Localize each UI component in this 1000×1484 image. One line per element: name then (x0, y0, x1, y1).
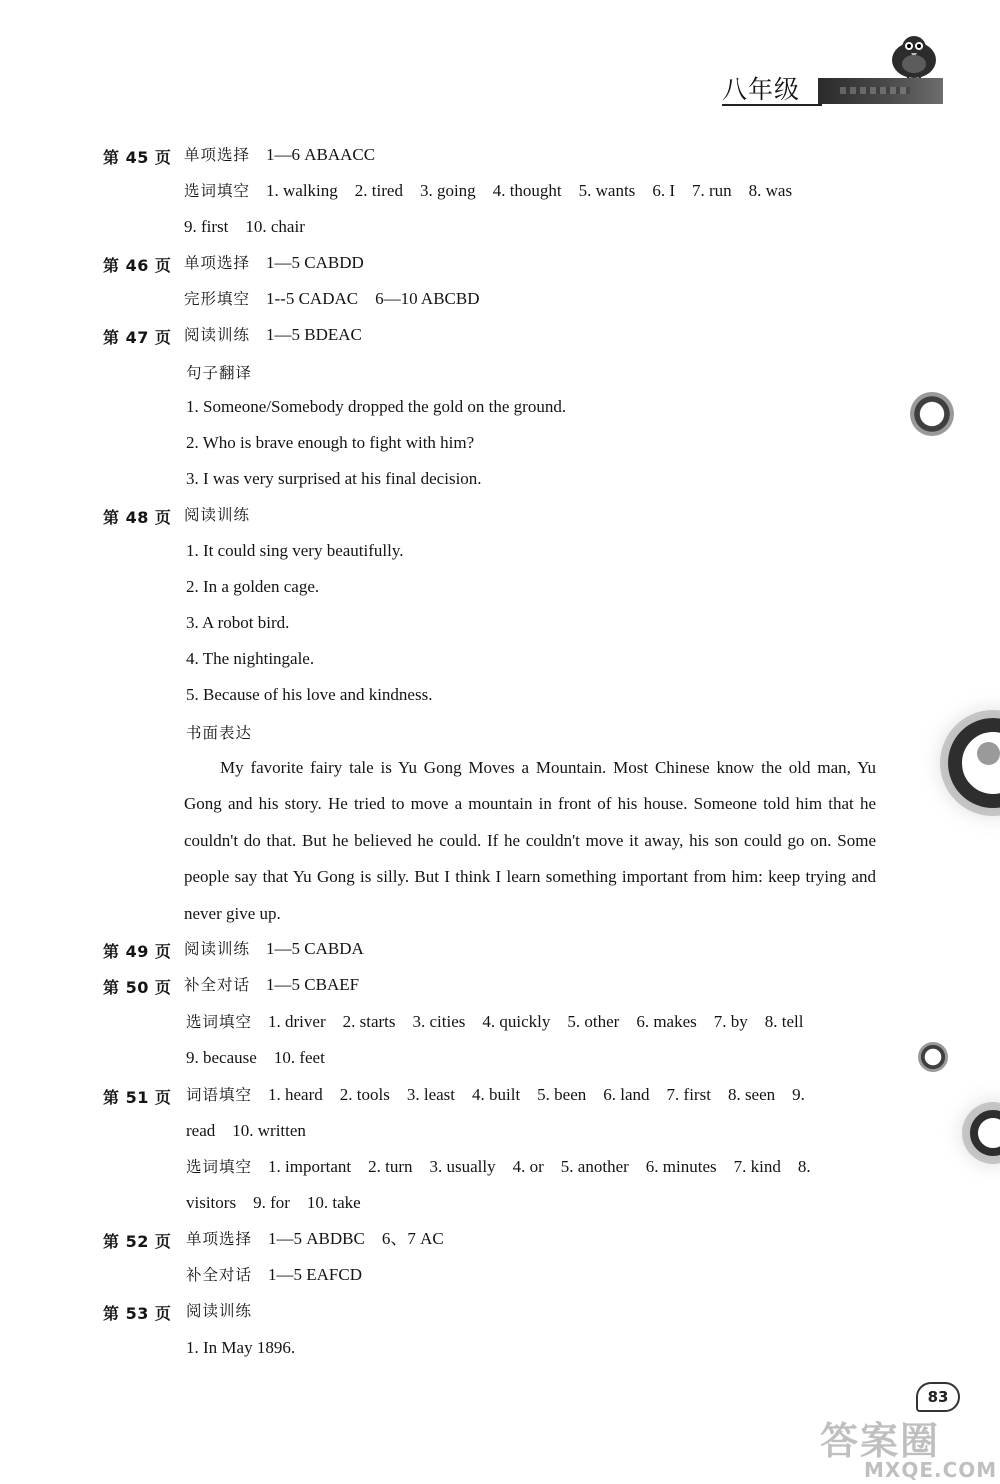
answer-line (184, 145, 375, 165)
answer-item: 9. for (253, 1193, 290, 1212)
answer-item: 4. thought (492, 181, 562, 200)
answer-item: 6. I (652, 181, 675, 200)
answer-item: 1—5 EAFCD (268, 1265, 362, 1284)
reading-answer: 3. A robot bird. (186, 613, 290, 632)
answer-item: 6. land (603, 1085, 650, 1104)
answer-item: 6. makes (636, 1012, 697, 1031)
section-heading: 书面表达 (186, 724, 253, 742)
answer-line (184, 217, 305, 237)
answer-item: 6、7 AC (381, 1229, 444, 1248)
section-label: 选词填空 (184, 182, 251, 200)
section-heading: 句子翻译 (186, 364, 253, 382)
grade-title: 八年级 (722, 75, 801, 104)
answer-item: 2. tired (354, 181, 403, 200)
answer-line (186, 1193, 361, 1213)
bird-icon (884, 30, 944, 82)
answer-item: 4. or (512, 1157, 544, 1176)
section-label: 选词填空 (186, 1013, 253, 1031)
page-label: 第 48 页 (103, 508, 172, 527)
section-label: 单项选择 (186, 1230, 253, 1248)
answer-item: read (186, 1121, 216, 1140)
reading-answer: 5. Because of his love and kindness. (186, 685, 433, 704)
decor-ring-icon (970, 1110, 1000, 1156)
answer-line (186, 1121, 306, 1141)
section-label: 补全对话 (186, 1266, 253, 1284)
answer-line (186, 1048, 325, 1068)
section-label: 阅读训练 (186, 1302, 253, 1320)
answer-item: 6—10 ABCBD (375, 289, 480, 308)
answer-line (186, 1157, 811, 1177)
answer-item: 1. important (268, 1157, 352, 1176)
answer-item: 5. another (560, 1157, 629, 1176)
page-label: 第 49 页 (103, 942, 172, 961)
answer-line (184, 939, 364, 959)
page-label: 第 50 页 (103, 978, 172, 997)
reading-answer: 2. In a golden cage. (186, 577, 320, 596)
watermark (820, 1410, 1000, 1484)
answer-item: 3. going (419, 181, 476, 200)
writing-paragraph: My favorite fairy tale is Yu Gong Moves a Mountain. Most Chinese know the old man, Yu Gong and his story. He tried to move a mountain in front of his house. Someone told him that he couldn't do that. But he believed he could. If he couldn't move it away, his son could go on. Some people say that Yu Gong is silly. But I think I learn something important from him: keep trying and never give up. (184, 758, 876, 923)
answer-item: 1. driver (268, 1012, 326, 1031)
reading-answer: 1. In May 1896. (186, 1338, 296, 1357)
answer-item: 5. wants (578, 181, 636, 200)
answer-item: 8. (797, 1157, 811, 1176)
answer-item: 2. tools (339, 1085, 390, 1104)
translation-sentence: 1. Someone/Somebody dropped the gold on the ground. (186, 397, 567, 416)
watermark-text: 答案圈 (820, 1419, 941, 1463)
reading-answer: 4. The nightingale. (186, 649, 315, 668)
answer-item: 10. chair (245, 217, 305, 236)
header-underline (722, 104, 822, 106)
answer-item: 8. was (748, 181, 793, 200)
page-label: 第 46 页 (103, 256, 172, 275)
answer-item: 1--5 CADAC (266, 289, 359, 308)
answer-item: 7. by (713, 1012, 748, 1031)
translation-sentence: 3. I was very surprised at his final decision. (186, 469, 482, 488)
translation-sentence: 2. Who is brave enough to fight with him? (186, 433, 475, 452)
answer-line (184, 181, 792, 201)
watermark-url: MXQE.COM (864, 1458, 998, 1482)
answer-item: 2. turn (368, 1157, 413, 1176)
header-decor-bar (818, 78, 943, 104)
section-label: 单项选择 (184, 146, 251, 164)
answer-item: 1—5 CBAEF (266, 975, 360, 994)
page-label: 第 51 页 (103, 1088, 172, 1107)
page-label: 第 45 页 (103, 148, 172, 167)
answer-item: 1—5 BDEAC (266, 325, 362, 344)
answer-item: 2. starts (342, 1012, 396, 1031)
answer-item: 7. first (666, 1085, 711, 1104)
answer-line (186, 1085, 805, 1105)
page-label: 第 52 页 (103, 1232, 172, 1251)
answer-item: 1. heard (268, 1085, 323, 1104)
answer-line (186, 1301, 268, 1321)
page-label: 第 47 页 (103, 328, 172, 347)
decor-ring-center (977, 742, 1000, 765)
answer-item: 7. kind (733, 1157, 781, 1176)
answer-item: 1—5 CABDA (266, 939, 364, 958)
page-label: 第 53 页 (103, 1304, 172, 1323)
answer-line (186, 1229, 444, 1249)
section-label: 阅读训练 (184, 326, 251, 344)
decor-circle-icon (918, 1042, 948, 1072)
answer-item: 3. cities (412, 1012, 466, 1031)
answer-item: 4. built (472, 1085, 521, 1104)
answer-item: visitors (186, 1193, 237, 1212)
answer-item: 5. been (537, 1085, 587, 1104)
answer-item: 1—5 CABDD (266, 253, 364, 272)
section-label: 完形填空 (184, 290, 251, 308)
section-label: 阅读训练 (184, 506, 251, 524)
answer-item: 1—5 ABDBC (268, 1229, 365, 1248)
answer-item: 10. written (232, 1121, 306, 1140)
answer-item: 9. first (184, 217, 229, 236)
answer-item: 6. minutes (645, 1157, 717, 1176)
decor-circle-icon (910, 392, 954, 436)
answer-line (186, 1012, 803, 1032)
answer-item: 1. walking (266, 181, 338, 200)
answer-item: 9. because (186, 1048, 257, 1067)
section-label: 单项选择 (184, 254, 251, 272)
answer-line (186, 1265, 362, 1285)
answer-line (184, 289, 480, 309)
answer-item: 8. seen (727, 1085, 776, 1104)
page-number: 83 (916, 1382, 960, 1412)
section-label: 词语填空 (186, 1086, 253, 1104)
answer-item: 3. usually (429, 1157, 496, 1176)
answer-item: 8. tell (764, 1012, 804, 1031)
answer-line (184, 505, 266, 525)
answer-item: 3. least (406, 1085, 455, 1104)
answer-item: 5. other (567, 1012, 620, 1031)
answer-item: 7. run (691, 181, 732, 200)
answer-item: 10. take (306, 1193, 361, 1212)
answer-item: 4. quickly (482, 1012, 551, 1031)
section-label: 阅读训练 (184, 940, 251, 958)
answer-line (184, 253, 364, 273)
section-label: 选词填空 (186, 1158, 253, 1176)
answer-line (184, 325, 362, 345)
reading-answer: 1. It could sing very beautifully. (186, 541, 404, 560)
answer-item: 9. (792, 1085, 805, 1104)
section-label: 补全对话 (184, 976, 251, 994)
answer-line (184, 975, 359, 995)
answer-item: 1—6 ABAACC (266, 145, 376, 164)
answer-item: 10. feet (273, 1048, 325, 1067)
